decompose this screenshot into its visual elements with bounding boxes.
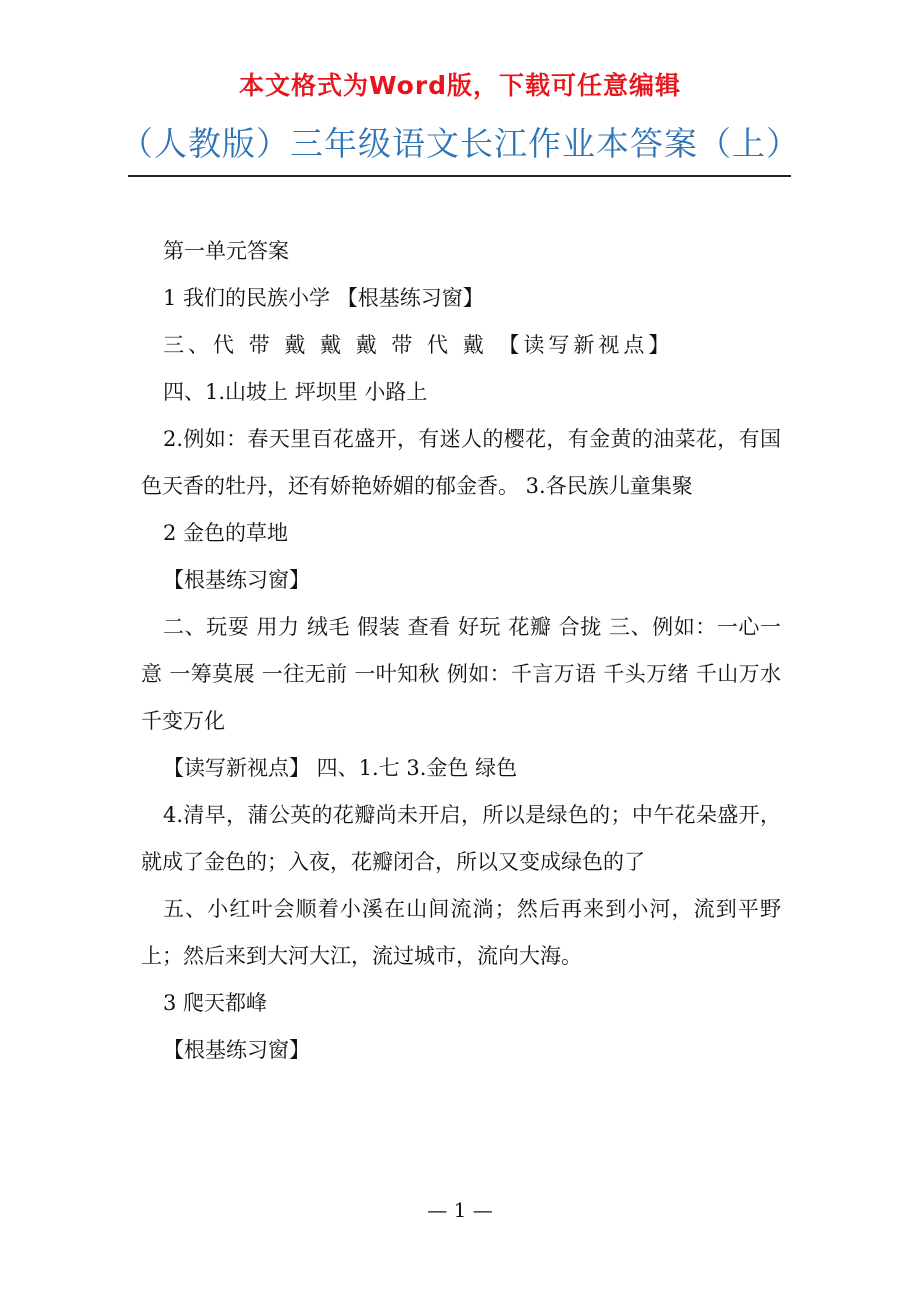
answer-paragraph: 2.例如：春天里百花盛开，有迷人的樱花，有金黄的油菜花，有国色天香的牡丹，还有娇艳娇媚的郁金香。 3.各民族儿童集聚 xyxy=(141,427,781,498)
lesson-heading: 1 我们的民族小学 【根基练习窗】 xyxy=(163,286,484,310)
answer-paragraph: 五、小红叶会顺着小溪在山间流淌；然后再来到小河，流到平野上；然后来到大河大江，流过城市，流向大海。 xyxy=(141,897,781,968)
subsection-heading: 【根基练习窗】 xyxy=(163,1038,310,1062)
section-heading: 第一单元答案 xyxy=(163,239,289,263)
title-divider xyxy=(128,175,791,177)
document-title: （人教版）三年级语文长江作业本答案（上） xyxy=(120,124,800,163)
lesson-heading: 2 金色的草地 xyxy=(163,521,289,545)
subsection-heading: 【根基练习窗】 xyxy=(163,568,310,592)
lesson-heading: 3 爬天都峰 xyxy=(163,991,268,1015)
page-number: — 1 — xyxy=(427,1198,493,1222)
answer-paragraph: 【读写新视点】 四、1.七 3.金色 绿色 xyxy=(163,756,518,780)
answer-paragraph: 三、代 带 戴 戴 戴 带 代 戴 【读写新视点】 xyxy=(163,333,674,357)
answer-paragraph: 二、玩耍 用力 绒毛 假装 查看 好玩 花瓣 合拢 三、例如：一心一意 一筹莫展 一往无前 一叶知秋 例如：千言万语 千头万绪 千山万水 千变万化 xyxy=(141,615,781,733)
document-body xyxy=(141,228,781,1074)
answer-paragraph: 四、1.山坡上 坪坝里 小路上 xyxy=(163,380,428,404)
format-notice-banner: 本文格式为Word版，下载可任意编辑 xyxy=(238,71,682,100)
answer-paragraph: 4.清早，蒲公英的花瓣尚未开启，所以是绿色的；中午花朵盛开，就成了金色的；入夜，花瓣闭合，所以又变成绿色的了 xyxy=(141,803,781,874)
